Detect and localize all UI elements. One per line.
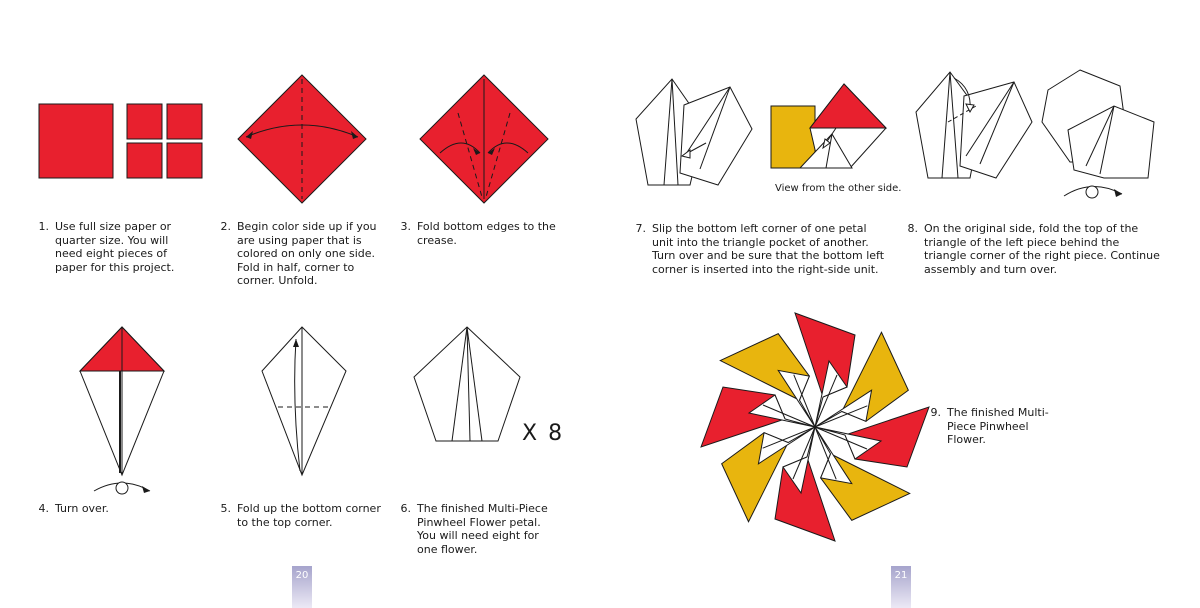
step-number: 7.	[635, 222, 646, 235]
step-caption	[215, 220, 385, 288]
step7-other-side-view	[770, 78, 890, 170]
step7-slip-corner	[634, 73, 754, 188]
step-number: 2.	[220, 220, 231, 233]
step-text: Fold bottom edges to the crease.	[417, 220, 556, 247]
quarter-square	[127, 143, 162, 178]
step-text: Turn over.	[55, 502, 109, 515]
step-number: 9.	[930, 406, 941, 419]
step-text: Fold up the bottom corner to the top corner.	[237, 502, 381, 529]
full-size-square	[39, 104, 113, 178]
other-side-note: View from the other side.	[775, 183, 902, 194]
arrow-head-icon	[142, 486, 150, 493]
step-caption	[215, 502, 385, 529]
right-page	[600, 0, 1200, 608]
step5-fold-up-corner	[260, 325, 350, 480]
step-caption	[33, 220, 183, 274]
step-number: 3.	[400, 220, 411, 233]
multiplier-label: X 8	[522, 421, 565, 446]
step-text: The finished Multi-Piece Pinwheel Flower.	[947, 406, 1049, 446]
step-text: On the original side, fold the top of the triangle of the left piece behind the triangle corner of the right piece. Continue assembly and turn over.	[924, 222, 1160, 276]
step-text: Slip the bottom left corner of one petal unit into the triangle pocket of another. Turn over and be sure that the bottom left corner is inserted into the right-side unit.	[652, 222, 885, 276]
step1-paper-squares	[38, 103, 204, 179]
step-caption	[33, 502, 183, 516]
step8-fold-triangle	[914, 66, 1034, 180]
page-number: 21	[891, 566, 911, 608]
step-text: The finished Multi-Piece Pinwheel Flower petal. You will need eight for one flower.	[417, 502, 548, 556]
step9-finished-flower	[695, 307, 935, 547]
step8-result	[1040, 66, 1160, 206]
step-text: Use full size paper or quarter size. You will need eight pieces of paper for this project.	[55, 220, 175, 274]
step-text: Begin color side up if you are using paper that is colored on only one side. Fold in half, corner to corner. Unfold.	[237, 220, 377, 287]
quarter-square	[127, 104, 162, 139]
step-number: 1.	[38, 220, 49, 233]
quarter-square	[167, 143, 202, 178]
step-caption	[925, 406, 1055, 447]
step4-kite-turn-over	[78, 325, 168, 500]
step-number: 8.	[907, 222, 918, 235]
step-caption	[395, 220, 560, 247]
step-caption	[395, 502, 560, 556]
step-caption	[630, 222, 890, 276]
step6-finished-petal	[412, 325, 522, 443]
step-number: 6.	[400, 502, 411, 515]
step-number: 4.	[38, 502, 49, 515]
turn-over-icon	[1086, 186, 1098, 198]
step-caption	[902, 222, 1164, 276]
step3-fold-to-crease	[418, 73, 550, 205]
page-number: 20	[292, 566, 312, 608]
step2-diamond-fold	[236, 73, 368, 205]
turn-over-icon	[116, 482, 128, 494]
quarter-square	[167, 104, 202, 139]
step-number: 5.	[220, 502, 231, 515]
